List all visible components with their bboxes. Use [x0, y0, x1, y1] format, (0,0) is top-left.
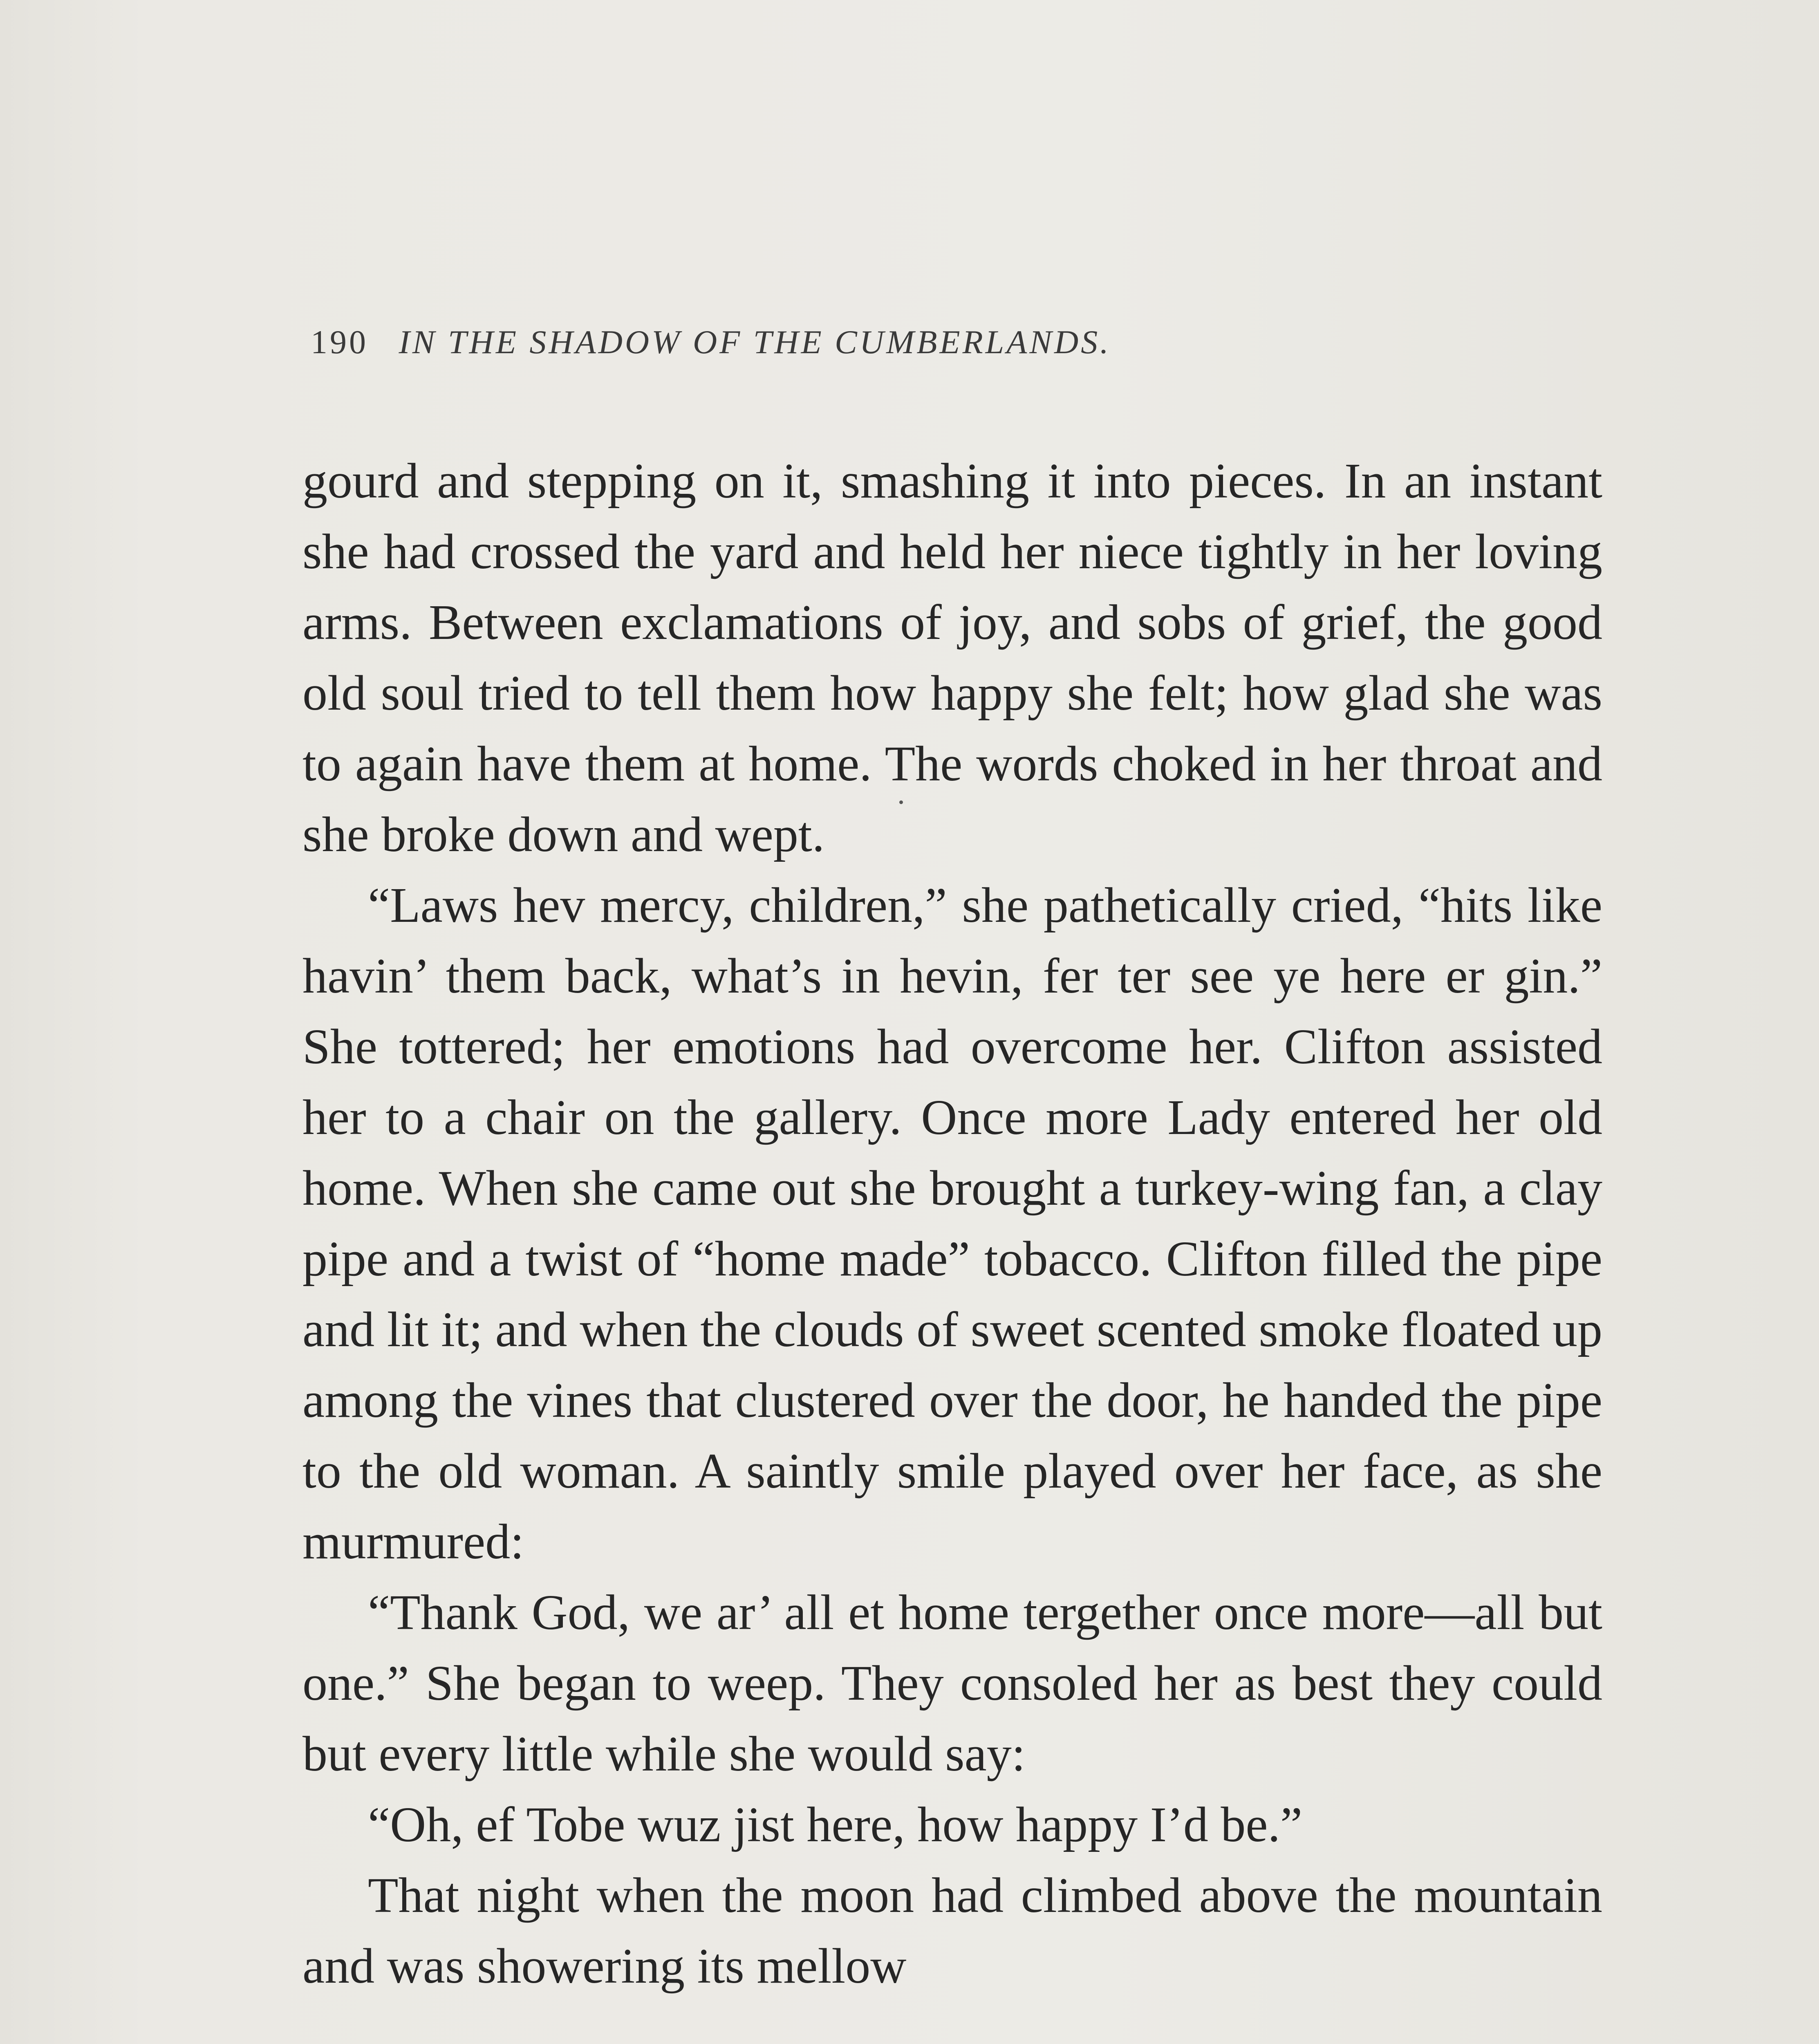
body-text — [302, 446, 1602, 2001]
ink-speck — [899, 800, 903, 804]
paragraph-4: “Oh, ef Tobe wuz jist here, how happy I’d be.” — [368, 1797, 1303, 1852]
running-head — [311, 323, 1512, 361]
paragraph-1: gourd and stepping on it, smashing it into pieces. In an instant she had crossed the yard and held her niece tightly in her loving arms. Between exclamations of joy, and sobs of grief, the good old soul tried to tell them how happy she felt; how glad she was to again have them at home. The words choked in her throat and she broke down and wept. — [302, 453, 1602, 862]
book-title: IN THE SHADOW OF THE CUMBERLANDS. — [399, 323, 1111, 361]
paragraph-3: “Thank God, we ar’ all et home tergether once more—all but one.” She began to weep. They consoled her as best they could but every little while she would say: — [302, 1585, 1602, 1782]
paragraph-5: That night when the moon had climbed above the mountain and was showering its mellow — [302, 1868, 1602, 1994]
page-number: 190 — [311, 323, 368, 361]
paragraph-2: “Laws hev mercy, children,” she pathetically cried, “hits like havin’ them back, what’s in hevin, fer ter see ye here er gin.” She tottered; her emotions had overcome her. Clifton assisted her to a chair on the gallery. Once more Lady entered her old home. When she came out she brought a turkey-wing fan, a clay pipe and a twist of “home made” tobacco. Clifton filled the pipe and lit it; and when the clouds of sweet scented smoke floated up among the vines that clustered over the door, he handed the pipe to the old woman. A saintly smile played over her face, as she murmured: — [302, 878, 1602, 1569]
